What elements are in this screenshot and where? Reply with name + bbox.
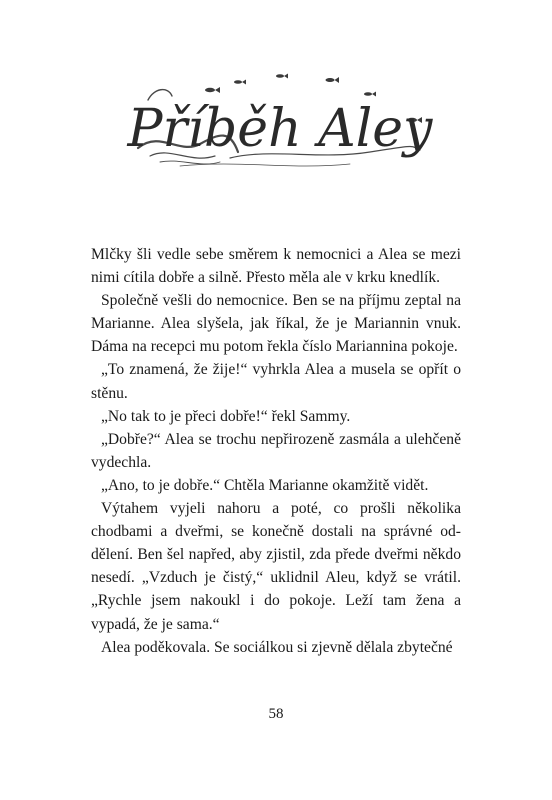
chapter-header [120,60,440,185]
paragraph: Mlčky šli vedle sebe směrem k nemocnici a Alea se mezi nimi cítila dobře a silně. Přesto měla ale v krku knedlík. [91,246,461,287]
chapter-title-artwork [120,60,440,185]
page-number: 58 [268,706,284,722]
paragraph: „Dobře?“ Alea se trochu nepřirozeně zasmála a ulehčeně vydechla. [91,430,461,471]
chapter-title: Příběh Aley [127,99,433,159]
paragraph: Výtahem vyjeli nahoru a poté, co prošli několika chodbami a dveřmi, se konečně dostali na správné oddělení. Ben šel napřed, aby zjistil, zda přede dveřmi někdo nesedí. „Vzduch je čistý,“ uklidnil Aleu, když se vrátil. „Rychle jsem nakoukl i do pokoje. Leží tam žena a vypadá, že je sama.“ [91,500,461,633]
paragraph: Společně vešli do nemocnice. Ben se na příjmu zeptal na Marianne. Alea slyšela, jak říkal, že je Mariannin vnuk. Dáma na recepci mu potom řekla číslo Mariannina pokoje. [91,292,461,356]
paragraph: „Ano, to je dobře.“ Chtěla Marianne okamžitě vidět. [101,476,429,494]
paragraph: „To znamená, že žije!“ vyhrkla Alea a musela se opřít o stěnu. [91,361,461,402]
paragraph: Alea poděkovala. Se sociálkou si zjevně dělala zbytečné [101,638,453,656]
paragraph: „No tak to je přeci dobře!“ řekl Sammy. [101,407,351,425]
body-text [91,243,461,659]
